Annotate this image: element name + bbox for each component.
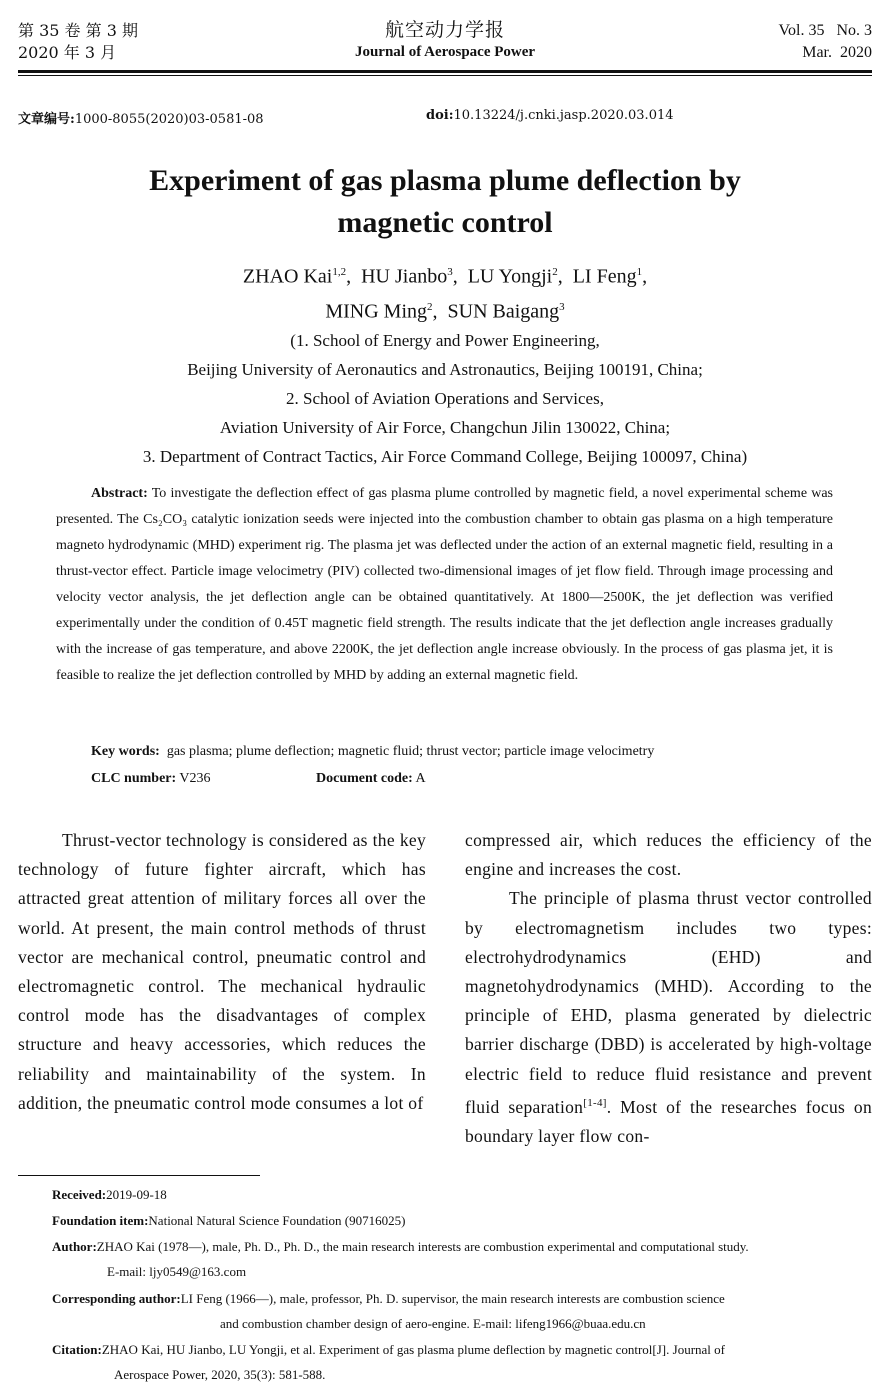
volume-cn: 第 35 卷 第 3 期	[18, 21, 138, 40]
footnote-received	[52, 1182, 167, 1207]
author-value: ZHAO Kai (1978—), male, Ph. D., Ph. D., the main research interests are combustion experimental and computational study.	[96, 1239, 749, 1254]
doi	[426, 108, 674, 123]
author-label: Author:	[52, 1239, 97, 1254]
affiliation-line: (1. School of Energy and Power Engineering,	[290, 331, 600, 350]
foundation-label: Foundation item:	[52, 1213, 149, 1228]
cite-value-2: Aerospace Power, 2020, 35(3): 581-588.	[114, 1367, 326, 1382]
author-name: HU Jianbo	[361, 265, 448, 288]
article-number-label: 文章编号:	[18, 112, 75, 127]
footnote-author	[52, 1234, 872, 1284]
keywords	[91, 744, 654, 760]
affiliations	[20, 326, 870, 471]
title-line-1: Experiment of gas plasma plume deflection by	[149, 164, 741, 197]
body-text: The principle of plasma thrust vector controlled by electromagnetism includes two types: electrohydrodynamics (EHD) and magnetohydrodynamics (MHD). According to the principle of EHD, plasma generated by dielectric barrier discharge (DBD) is accelerated by high-voltage electric field to reduce fluid resistance and prevent fluid separation	[465, 888, 872, 1117]
author-name: LU Yongji	[467, 265, 553, 288]
article-number-value: 1000-8055(2020)03-0581-08	[74, 112, 264, 127]
doccode-value: A	[412, 771, 426, 786]
title-line-2: magnetic control	[337, 206, 553, 239]
paper-title	[60, 160, 830, 244]
abstract-label: Abstract:	[91, 486, 148, 501]
body-column-left	[18, 826, 426, 1118]
body-text: . Most of the researches focus on boundary layer flow con-	[465, 1096, 873, 1146]
author-affil-sup: 2	[552, 266, 558, 278]
date-en: Mar. 2020	[802, 44, 872, 61]
author-affil-sup: 1,2	[332, 266, 347, 278]
author-affil-sup: 2	[427, 300, 433, 313]
affiliation-line: 3. Department of Contract Tactics, Air Force Command College, Beijing 100097, China)	[142, 447, 748, 466]
journal-name	[0, 18, 890, 62]
keywords-label: Key words:	[91, 744, 160, 759]
date-cn: 2020 年 3 月	[18, 43, 117, 62]
received-value: 2019-09-18	[106, 1187, 167, 1202]
doi-label: doi:	[426, 108, 454, 123]
article-number	[18, 108, 264, 127]
header-volume-en	[779, 20, 873, 64]
author-name: ZHAO Kai	[242, 265, 333, 288]
body-column-right	[465, 826, 872, 1151]
footnote-foundation	[52, 1208, 405, 1233]
author-affil-sup: 3	[559, 300, 565, 313]
footnote-rule	[18, 1175, 260, 1176]
author-affil-sup: 1	[636, 266, 643, 278]
author-name: LI Feng	[572, 265, 637, 288]
cite-label: Citation:	[52, 1342, 102, 1357]
author-list: ZHAO Kai$^{1,2}$, HU Jianbo$^3$, LU Yongji$^2$, LI Feng$^1$, MING Ming$^2$, SUN Baigang$^3$	[242, 265, 648, 323]
corr-value: LI Feng (1966—), male, professor, Ph. D. supervisor, the main research interests are combustion science	[180, 1291, 725, 1306]
affiliation-line: Beijing University of Aeronautics and Astronautics, Beijing 100191, China;	[187, 360, 703, 379]
footnote-corresponding	[52, 1286, 872, 1336]
foundation-value: National Natural Science Foundation (90716025)	[148, 1213, 406, 1228]
corr-label: Corresponding author:	[52, 1291, 181, 1306]
doi-value: 10.13224/j.cnki.jasp.2020.03.014	[453, 108, 674, 123]
keywords-text: gas plasma; plume deflection; magnetic fluid; thrust vector; particle image velocimetry	[159, 744, 655, 759]
journal-name-cn: 航空动力学报	[384, 19, 505, 41]
abstract	[56, 481, 833, 689]
received-label: Received:	[52, 1187, 107, 1202]
clc-value: V236	[176, 771, 211, 786]
body-paragraph: compressed air, which reduces the efficiency of the engine and increases the cost.	[465, 830, 872, 880]
header-rule-thin	[18, 75, 872, 76]
author-affil-sup: 3	[447, 266, 453, 278]
corr-value-2: and combustion chamber design of aero-engine. E-mail: lifeng1966@buaa.edu.cn	[220, 1316, 646, 1331]
clc-number	[91, 771, 211, 787]
author-email: E-mail: ljy0549@163.com	[107, 1264, 247, 1279]
doccode-label: Document code:	[316, 771, 413, 786]
footnote-citation	[52, 1337, 872, 1387]
header-rule-thick	[18, 70, 872, 73]
cite-value: ZHAO Kai, HU Jianbo, LU Yongji, et al. Experiment of gas plasma plume deflection by magnetic control[J]. Journal of	[101, 1342, 725, 1357]
body-paragraph: Thrust-vector technology is considered as the key technology of future fighter aircraft, which has attracted great attention of military forces all over the world. At present, the main control methods of thrust vector are mechanical control, pneumatic control and electromagnetic control. The mechanical hydraulic control mode has the disadvantages of complex structure and heavy accessories, which reduces the reliability and maintainability of the system. In addition, the pneumatic control mode consumes a lot of	[18, 830, 426, 1113]
abstract-text: To investigate the deflection effect of gas plasma plume controlled by magnetic field, a novel experimental scheme was presented. The Cs₂CO₃ catalytic ionization seeds were injected into the combustion chamber to obtain gas plasma on a high temperature magneto hydrodynamic (MHD) experiment rig. The plasma jet was deflected under the action of an external magnetic field, resulting in a thrust-vector effect. Particle image velocimetry (PIV) collected two-dimensional images of jet flow field. Through image processing and velocity vector analysis, the jet deflection angle can be obtained quantitatively. At 1800—2500K, the jet deflection was verified experimentally under the condition of 0.45T magnetic field strength. The results indicate that the jet deflection angle increases gradually with the increase of gas temperature, and above 2200K, the jet deflection angle increase obviously. In the process of gas plasma jet, it is feasible to realize the jet deflection controlled by MHD by adding an external magnetic field.	[56, 486, 833, 683]
clc-label: CLC number:	[91, 771, 177, 786]
volume-en: Vol. 35 No. 3	[778, 22, 872, 39]
affiliation-line: 2. School of Aviation Operations and Services,	[286, 389, 604, 408]
affiliation-line: Aviation University of Air Force, Changchun Jilin 130022, China;	[219, 418, 671, 437]
author-name: MING Ming	[325, 300, 427, 323]
author-name: SUN Baigang	[447, 300, 560, 323]
citation-ref: [1-4]	[583, 1096, 607, 1109]
document-code	[316, 771, 426, 787]
body-paragraph	[465, 884, 872, 1151]
journal-name-en: Journal of Aerospace Power	[354, 44, 536, 60]
